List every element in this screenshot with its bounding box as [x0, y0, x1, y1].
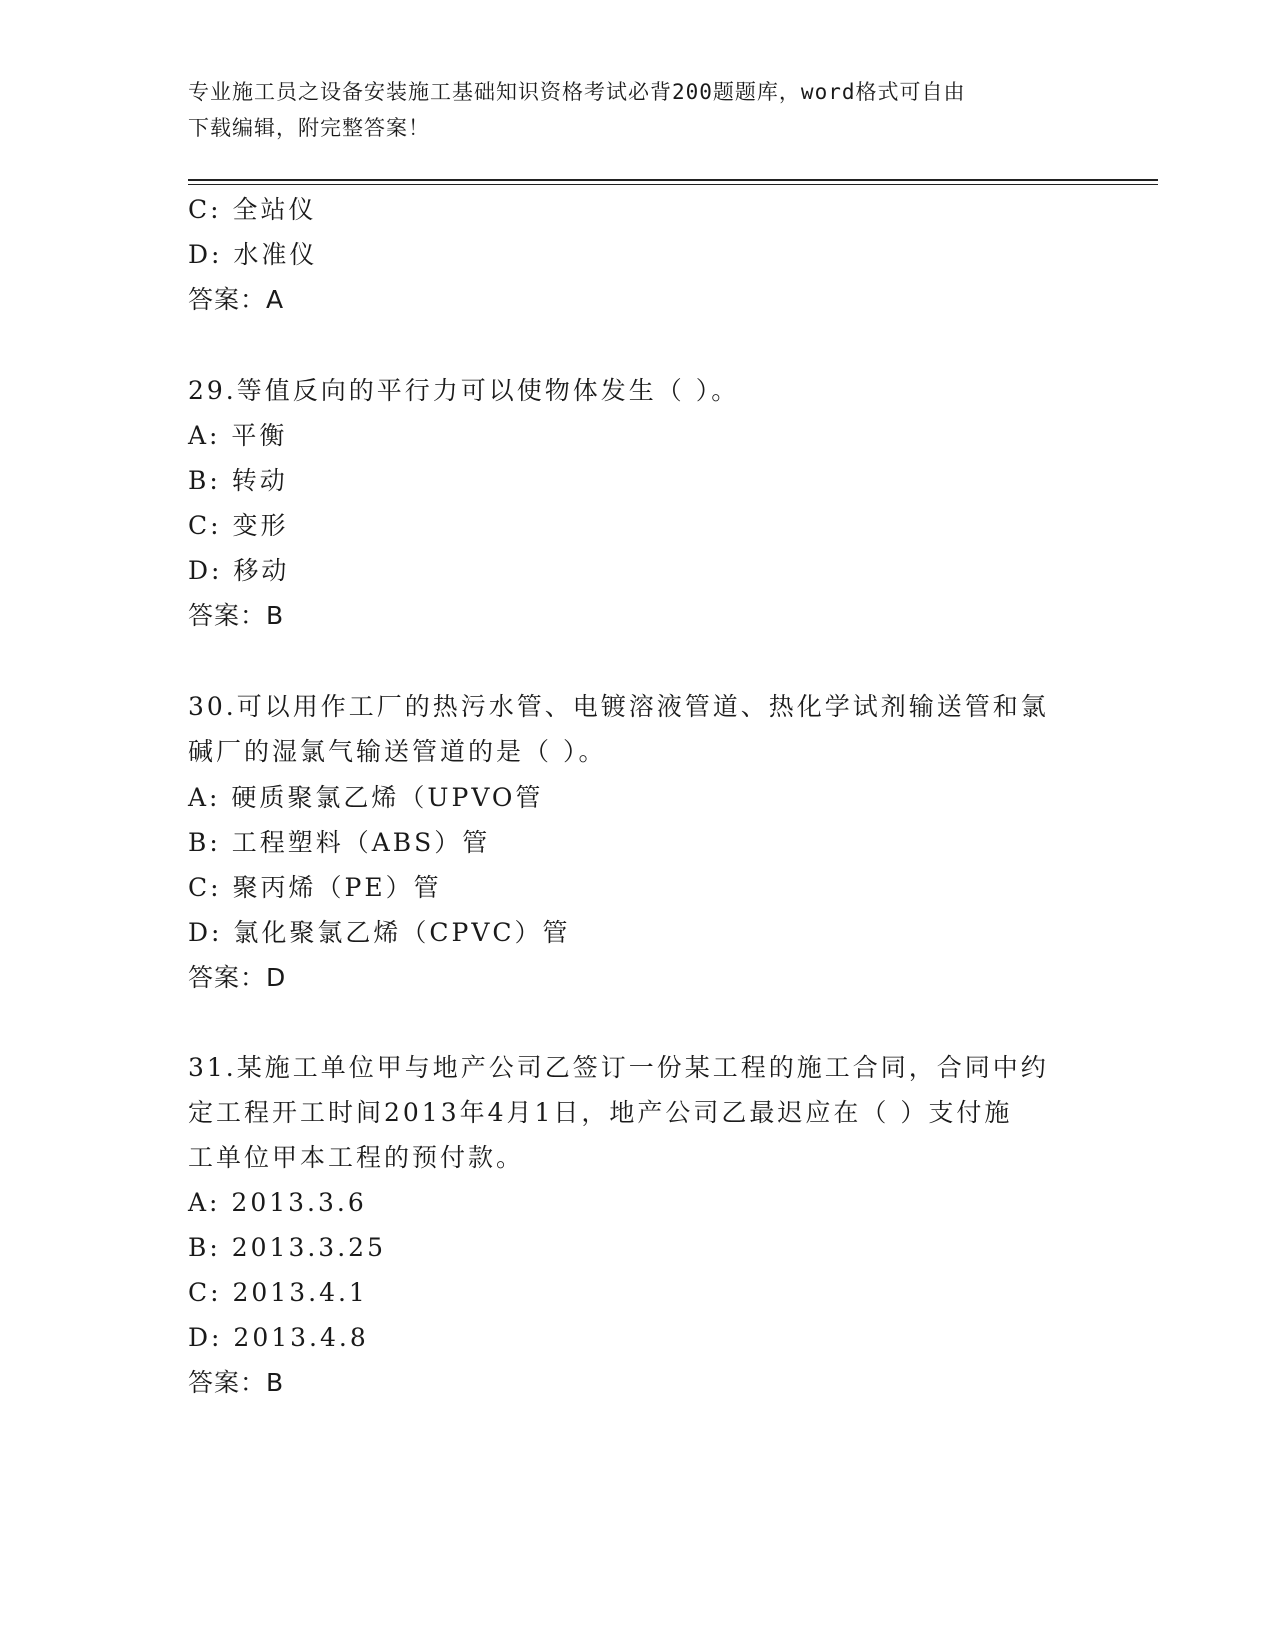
option-b: B: 2013.3.25	[188, 1233, 386, 1262]
question-stem: 30.可以用作工厂的热污水管、电镀溶液管道、热化学试剂输送管和氯	[188, 692, 1049, 721]
option-c: C: 变形	[188, 511, 289, 540]
option-b: B: 转动	[188, 466, 288, 495]
question-stem: 29.等值反向的平行力可以使物体发生（ ）。	[188, 376, 740, 405]
question-stem: 碱厂的湿氯气输送管道的是（ ）。	[188, 737, 607, 766]
answer-line: 答案：B	[188, 601, 285, 630]
option-d: D: 氯化聚氯乙烯（CPVC）管	[188, 918, 571, 947]
option-c: C: 聚丙烯（PE）管	[188, 873, 442, 902]
answer-line: 答案：A	[188, 285, 285, 314]
option-a: A: 2013.3.6	[188, 1188, 367, 1217]
option-c: C: 2013.4.1	[188, 1278, 368, 1307]
option-a: A: 硬质聚氯乙烯（UPVO管	[188, 783, 544, 812]
answer-line: 答案：B	[188, 1368, 285, 1397]
question-stem: 定工程开工时间2013年4月1日，地产公司乙最迟应在（ ）支付施	[188, 1098, 1013, 1127]
header-line-2: 下载编辑，附完整答案！	[188, 116, 430, 140]
option-a: A: 平衡	[188, 421, 288, 450]
option-d: D: 水准仪	[188, 240, 318, 269]
header-divider-thick	[188, 179, 1158, 181]
option-d: D: 2013.4.8	[188, 1323, 369, 1352]
question-stem: 31.某施工单位甲与地产公司乙签订一份某工程的施工合同，合同中约	[188, 1053, 1049, 1082]
answer-line: 答案：D	[188, 963, 287, 992]
option-b: B: 工程塑料（ABS）管	[188, 828, 491, 857]
header-line-1: 专业施工员之设备安装施工基础知识资格考试必背200题题库，word格式可自由	[188, 80, 966, 104]
option-c: C: 全站仪	[188, 195, 317, 224]
header-divider-thin	[188, 184, 1158, 185]
question-stem: 工单位甲本工程的预付款。	[188, 1143, 525, 1172]
document-header	[188, 74, 1088, 146]
option-d: D: 移动	[188, 556, 290, 585]
